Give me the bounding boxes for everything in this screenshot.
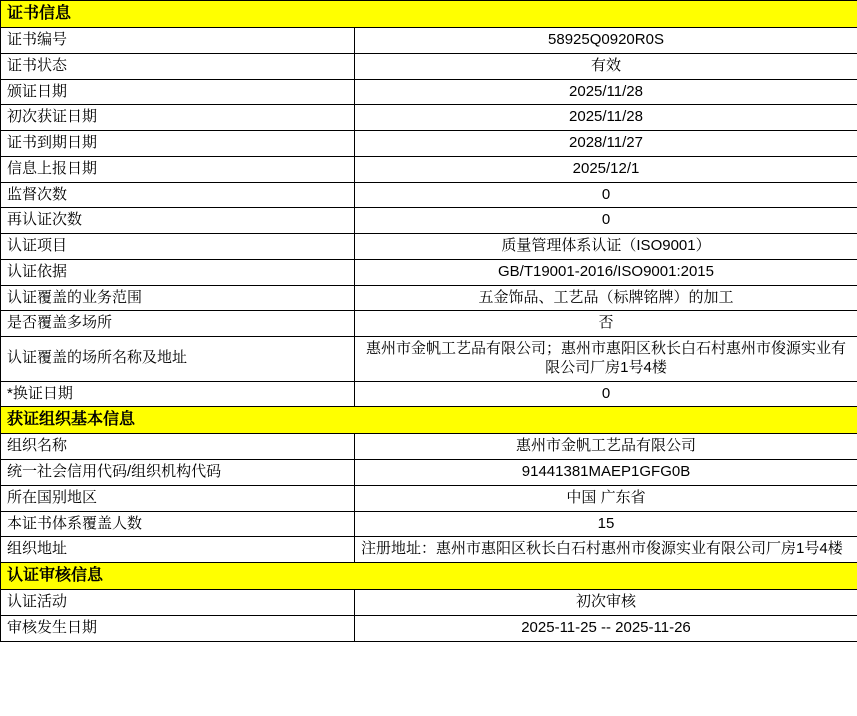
field-value: 质量管理体系认证（ISO9001） — [355, 234, 857, 260]
field-label: 认证活动 — [1, 590, 355, 616]
field-label: 监督次数 — [1, 182, 355, 208]
field-value: 2028/11/27 — [355, 131, 857, 157]
field-label: 证书编号 — [1, 28, 355, 54]
section-title: 获证组织基本信息 — [1, 407, 857, 434]
field-value: 2025/11/28 — [355, 105, 857, 131]
field-value: 惠州市金帆工艺品有限公司 — [355, 434, 857, 460]
table-row — [1, 381, 857, 407]
field-value: 91441381MAEP1GFG0B — [355, 460, 857, 486]
table-row — [1, 182, 857, 208]
certificate-table-body — [1, 1, 857, 642]
field-label: 认证项目 — [1, 234, 355, 260]
field-label: 审核发生日期 — [1, 615, 355, 641]
table-row — [1, 434, 857, 460]
section-header-row — [1, 563, 857, 590]
table-row — [1, 615, 857, 641]
field-value: 2025/12/1 — [355, 156, 857, 182]
section-title: 证书信息 — [1, 1, 857, 28]
field-label: 再认证次数 — [1, 208, 355, 234]
table-row — [1, 79, 857, 105]
field-label: 本证书体系覆盖人数 — [1, 511, 355, 537]
table-row — [1, 537, 857, 563]
field-label: 认证依据 — [1, 259, 355, 285]
field-value: 注册地址：惠州市惠阳区秋长白石村惠州市俊源实业有限公司厂房1号4楼 — [355, 537, 857, 563]
section-title: 认证审核信息 — [1, 563, 857, 590]
field-value: 初次审核 — [355, 590, 857, 616]
field-label: 组织地址 — [1, 537, 355, 563]
field-value: 有效 — [355, 53, 857, 79]
table-row — [1, 285, 857, 311]
field-label: 认证覆盖的业务范围 — [1, 285, 355, 311]
table-row — [1, 53, 857, 79]
table-row — [1, 259, 857, 285]
table-row — [1, 590, 857, 616]
field-value: GB/T19001-2016/ISO9001:2015 — [355, 259, 857, 285]
field-label: 统一社会信用代码/组织机构代码 — [1, 460, 355, 486]
table-row — [1, 337, 857, 382]
field-value: 0 — [355, 208, 857, 234]
table-row — [1, 485, 857, 511]
field-value: 2025/11/28 — [355, 79, 857, 105]
field-value: 否 — [355, 311, 857, 337]
table-row — [1, 105, 857, 131]
field-label: 认证覆盖的场所名称及地址 — [1, 337, 355, 382]
field-label: 证书到期日期 — [1, 131, 355, 157]
table-row — [1, 311, 857, 337]
field-label: 颁证日期 — [1, 79, 355, 105]
section-header-row — [1, 407, 857, 434]
field-value: 58925Q0920R0S — [355, 28, 857, 54]
field-label: 初次获证日期 — [1, 105, 355, 131]
field-value: 0 — [355, 381, 857, 407]
field-label: 信息上报日期 — [1, 156, 355, 182]
field-label: 所在国别地区 — [1, 485, 355, 511]
field-value: 0 — [355, 182, 857, 208]
table-row — [1, 156, 857, 182]
table-row — [1, 131, 857, 157]
field-value: 中国 广东省 — [355, 485, 857, 511]
field-label: 组织名称 — [1, 434, 355, 460]
table-row — [1, 208, 857, 234]
field-label: 证书状态 — [1, 53, 355, 79]
section-header-row — [1, 1, 857, 28]
table-row — [1, 460, 857, 486]
field-value: 五金饰品、工艺品（标牌铭牌）的加工 — [355, 285, 857, 311]
table-row — [1, 28, 857, 54]
field-value: 惠州市金帆工艺品有限公司；惠州市惠阳区秋长白石村惠州市俊源实业有限公司厂房1号4楼 — [355, 337, 857, 382]
field-value: 15 — [355, 511, 857, 537]
table-row — [1, 511, 857, 537]
field-label: *换证日期 — [1, 381, 355, 407]
field-label: 是否覆盖多场所 — [1, 311, 355, 337]
field-value: 2025-11-25 -- 2025-11-26 — [355, 615, 857, 641]
table-row — [1, 234, 857, 260]
